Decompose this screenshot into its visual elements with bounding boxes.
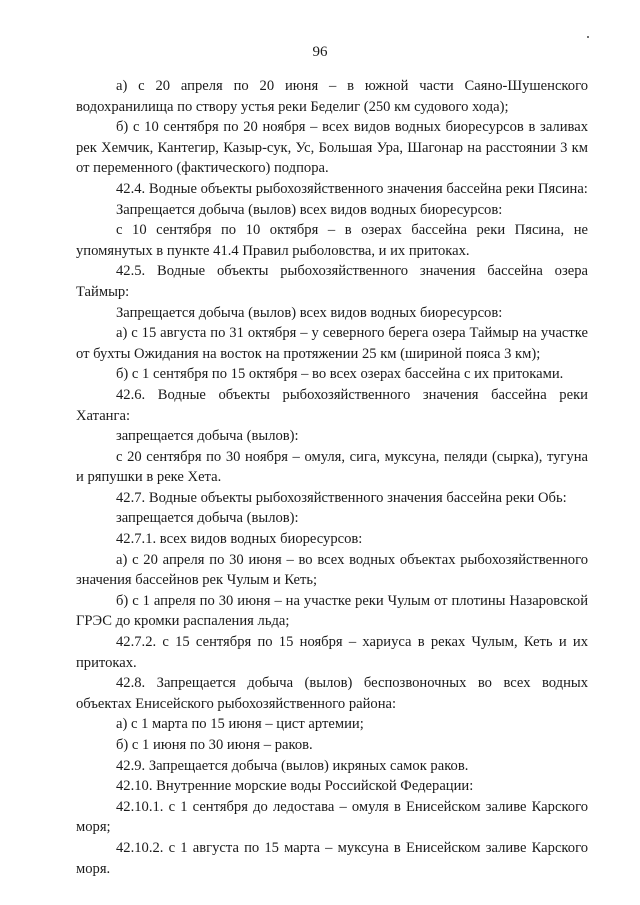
paragraph: а) с 1 марта по 15 июня – цист артемии;	[116, 716, 364, 733]
paragraph: а) с 15 августа по 31 октября – у северного берега озера Таймыр на участке от бухты Ожидания на восток на протяжении 25 км (шириной пояса 3 км);	[76, 325, 588, 362]
paragraph: б) с 10 сентября по 20 ноября – всех видов водных биоресурсов в заливах рек Хемчик, Кантегир, Казыр-сук, Ус, Большая Ура, Шагонар на расстоянии 3 км от переменного (фактического) подпора.	[76, 119, 588, 177]
paragraph: 42.7. Водные объекты рыбохозяйственного значения бассейна реки Обь:	[116, 489, 567, 506]
paragraph: а) с 20 апреля по 30 июня – во всех водных объектах рыбохозяйственного значения бассейнов рек Чулым и Кеть;	[76, 551, 588, 589]
paragraph: запрещается добыча (вылов):	[116, 510, 299, 527]
paragraph: а) с 20 апреля по 20 июня – в южной части Саяно-Шушенского водохранилища по створу устья реки Беделиг (250 км судового хода);	[76, 78, 588, 115]
paragraph: с 10 сентября по 10 октября – в озерах бассейна реки Пясина, не упомянутых в пункте 41.4 Правил рыболовства, и их притоках.	[76, 222, 588, 259]
paragraph: 42.10.2. с 1 августа по 15 марта – муксуна в Енисейском заливе Карского моря.	[76, 839, 588, 877]
paragraph: 42.7.2. с 15 сентября по 15 ноября – хариуса в реках Чулым, Кеть и их притоках.	[76, 634, 588, 671]
paragraph: с 20 сентября по 30 ноября – омуля, сига, муксуна, пеляди (сырка), тугуна и ряпушки в реке Хета.	[76, 448, 588, 486]
paragraph: б) с 1 июня по 30 июня – раков.	[116, 737, 313, 753]
paragraph: 42.10. Внутренние морские воды Российской Федерации:	[116, 778, 474, 795]
paragraph: запрещается добыча (вылов):	[116, 428, 299, 445]
page-number: 96	[312, 44, 328, 60]
paragraph: 42.9. Запрещается добыча (вылов) икряных самок раков.	[116, 757, 469, 774]
paragraph: Запрещается добыча (вылов) всех видов водных биоресурсов:	[116, 201, 503, 218]
paragraph: 42.10.1. с 1 сентября до ледостава – омуля в Енисейском заливе Карского моря;	[76, 798, 588, 836]
paragraph: 42.8. Запрещается добыча (вылов) беспозвоночных во всех водных объектах Енисейского рыбохозяйственного района:	[76, 675, 588, 712]
paragraph: Запрещается добыча (вылов) всех видов водных биоресурсов:	[116, 304, 503, 321]
paragraph: 42.6. Водные объекты рыбохозяйственного значения бассейна реки Хатанга:	[76, 386, 588, 424]
paragraph: б) с 1 апреля по 30 июня – на участке реки Чулым от плотины Назаровской ГРЭС до кромки распаления льда;	[76, 592, 588, 630]
paragraph: 42.7.1. всех видов водных биоресурсов:	[116, 531, 363, 548]
paragraph: б) с 1 сентября по 15 октября – во всех озерах бассейна с их притоками.	[116, 366, 564, 383]
paragraph: 42.5. Водные объекты рыбохозяйственного значения бассейна озера Таймыр:	[76, 263, 588, 300]
scan-speck	[587, 36, 589, 38]
body-text	[76, 76, 588, 879]
paragraph: 42.4. Водные объекты рыбохозяйственного значения бассейна реки Пясина:	[116, 180, 588, 197]
